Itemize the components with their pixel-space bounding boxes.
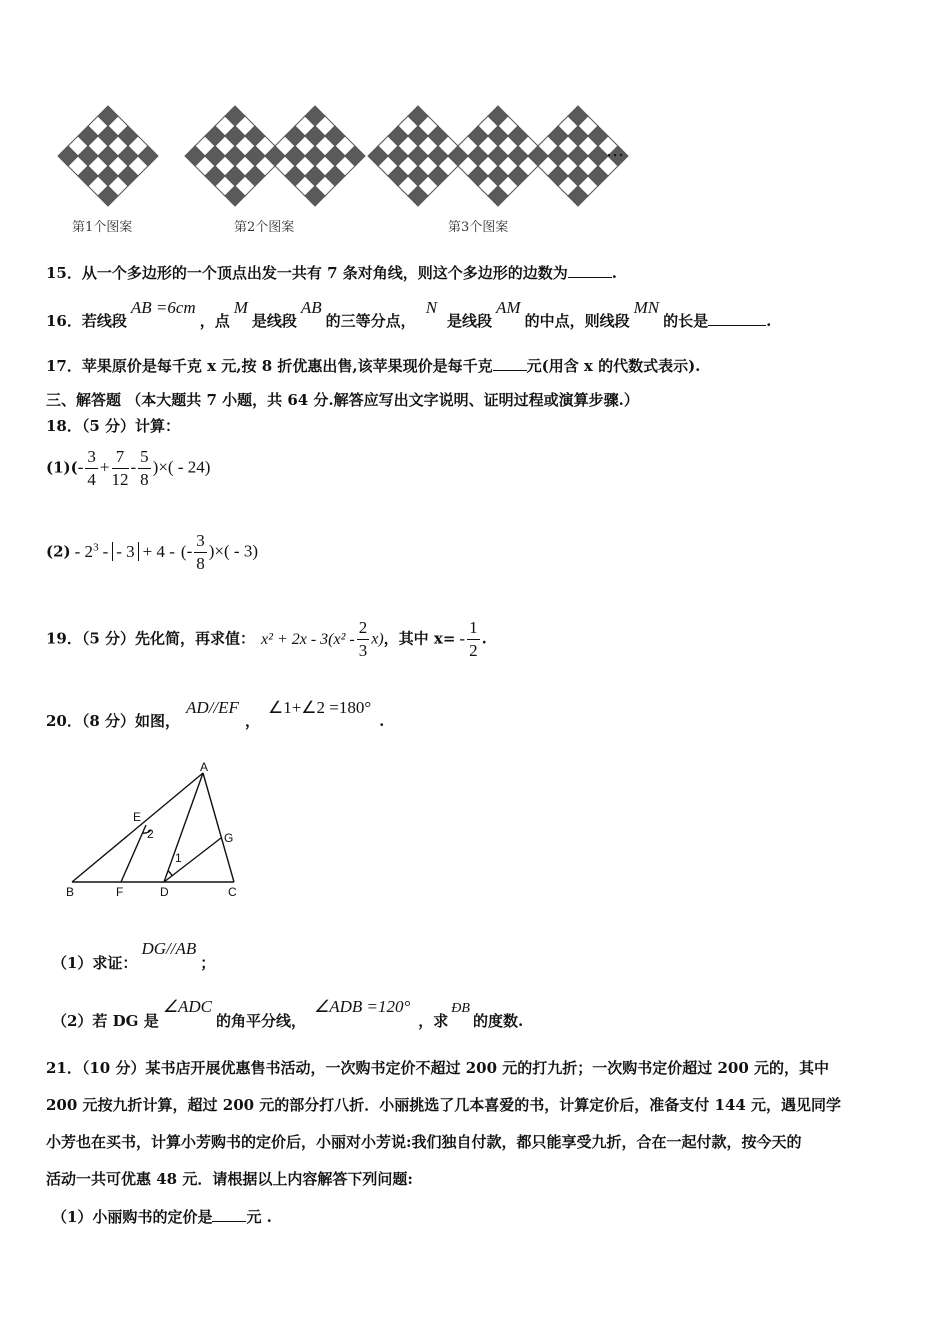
q20-p1-expr: DG//AB (141, 939, 197, 958)
q20-p2-mid: 的角平分线， (215, 1012, 306, 1030)
q18-e2-label: (2) (46, 542, 71, 561)
section-3-heading: 三、解答题 （本大题共 7 小题，共 64 分.解答应写出文字说明、证明过程或演算步骤.） (46, 391, 639, 409)
q20-p2-angle-adc: ∠ADC (162, 997, 212, 1016)
q16-mn: MN (633, 298, 660, 317)
q21-line-2: 200 元按九折计算，超过 200 元的部分打八折．小丽挑选了几本喜爱的书，计算定价后，准备支付 144 元，遇见同学 (46, 1096, 842, 1114)
q16-text-2: ，点 (199, 312, 230, 330)
q20-part-1 (52, 938, 216, 972)
q21-p1-blank[interactable] (212, 1221, 246, 1222)
q18-e1-sign3: - (130, 457, 137, 477)
q20-p1-label: （1）求证： (52, 954, 138, 972)
q18-e1-frac1: $\frac{3}{4}$ (87, 447, 96, 489)
q20-p2-angle-b: ÐB (451, 1001, 470, 1016)
q20-p2-label: （2）若 DG 是 (52, 1012, 159, 1030)
q16-text-4: 的三等分点， (325, 312, 416, 330)
segment-ac (203, 773, 234, 882)
q15-blank[interactable] (568, 277, 612, 278)
q16-am: AM (496, 298, 521, 317)
q15-end: . (611, 264, 617, 282)
q18-e2-plus4: + 4 - (142, 541, 175, 561)
q19-neg: - (459, 628, 466, 648)
q18-e1-sign1: - (77, 457, 84, 477)
q18-e2-abs: - 3 (112, 542, 138, 561)
q19-expr-a: x² + 2x - 3(x² - (261, 630, 355, 648)
q20-p2-mid2: ，求 (418, 1012, 449, 1030)
q18-expr-2 (46, 530, 258, 575)
q18-expr-1 (46, 446, 210, 491)
q18-e2-pow-exp: 3 (93, 541, 99, 554)
question-20 (46, 697, 385, 730)
question-16 (46, 297, 772, 330)
angle-1-arc (168, 871, 172, 876)
q21-line-4: 活动一共可优惠 48 元．请根据以上内容解答下列问题: (46, 1170, 413, 1188)
pattern-caption-2: 第2个图案 (234, 220, 295, 235)
q16-m: M (233, 298, 248, 317)
q20-p2-angle-adb: ∠ADB =120° (313, 997, 411, 1016)
q16-n: N (425, 298, 438, 317)
q19-mid: ，其中 x= (383, 629, 456, 648)
q16-ab2: AB (300, 298, 322, 317)
q16-text-6: 的中点，则线段 (524, 312, 630, 330)
q20-p1-end: ； (200, 954, 216, 972)
q17-text: 17．苹果原价是每千克 x 元,按 8 折优惠出售,该苹果现价是每千克 (46, 357, 493, 375)
q18-e2-frac: $\frac{3}{8}$ (196, 531, 205, 573)
label-e: E (133, 810, 142, 824)
pattern-caption-1: 第1个图案 (72, 220, 133, 235)
label-c: C (228, 885, 237, 899)
q18-e2-tail: )×( - 3) (208, 541, 258, 561)
q18-e2-pow-base: - 2 (74, 541, 94, 561)
question-15 (46, 262, 617, 283)
q16-end: . (766, 312, 772, 330)
question-19 (46, 617, 487, 662)
q18-e1-frac3: $\frac{5}{8}$ (140, 447, 149, 489)
q17-end: 元(用含 x 的代数式表示). (526, 357, 701, 375)
q20-cond2: ∠1+∠2 =180° (267, 698, 372, 717)
label-b: B (66, 885, 75, 899)
q16-blank[interactable] (708, 325, 766, 326)
q21-p1-end: 元 . (246, 1208, 272, 1226)
q16-text-1: 16．若线段 (46, 312, 127, 330)
q21-part-1 (52, 1206, 272, 1227)
pattern-ellipsis: … (606, 140, 624, 161)
label-g: G (224, 831, 234, 845)
q21-line-1: 21．（10 分）某书店开展优惠售书活动，一次购书定价不超过 200 元的打九折；一次购书定价超过 200 元的，其中 (46, 1059, 829, 1077)
checker-patterns (40, 100, 640, 220)
q19-frac: $\frac{2}{3}$ (358, 618, 368, 660)
q18-e2-open: ( (180, 541, 187, 561)
q16-text-5: 是线段 (447, 312, 493, 330)
q19-end: . (481, 629, 487, 648)
q18-e1-frac2: $\frac{7}{12}$ (111, 447, 129, 489)
q18-e2-minus: - (102, 541, 109, 561)
label-a: A (200, 760, 209, 774)
q16-ab: AB =6cm (130, 298, 196, 317)
q20-comma: ， (244, 712, 260, 730)
q18-e1-label: (1)( (46, 458, 78, 477)
q18-e1-tail: )×( - 24) (152, 457, 211, 477)
q20-part-2 (52, 996, 524, 1030)
q20-cond1: AD//EF (186, 698, 239, 717)
q19-label: 19．（5 分）先化简，再求值： (46, 629, 256, 648)
q20-p2-end: 的度数. (472, 1012, 524, 1030)
label-f: F (116, 885, 124, 899)
question-17 (46, 355, 700, 376)
label-angle-1: 1 (175, 851, 182, 865)
q20-label: 20．（8 分）如图， (46, 712, 181, 730)
q19-expr-b: x) (371, 630, 384, 648)
label-d: D (160, 885, 169, 899)
q18-e1-sign2: + (99, 457, 110, 477)
triangle-figure (60, 760, 250, 900)
q18-e2-neg: - (186, 541, 193, 561)
q19-value-frac: $\frac{1}{2}$ (469, 618, 478, 660)
q16-text-7: 的长是 (663, 312, 709, 330)
q15-text: 15．从一个多边形的一个顶点出发一共有 7 条对角线，则这个多边形的边数为 (46, 264, 568, 282)
question-18-title: 18．（5 分）计算： (46, 417, 181, 435)
q17-blank[interactable] (493, 370, 527, 371)
q21-line-3: 小芳也在买书，计算小芳购书的定价后，小丽对小芳说:我们独自付款，都只能享受九折，合在一起付款，按今天的 (46, 1133, 802, 1151)
question-21 (46, 1050, 906, 1198)
q16-text-3: 是线段 (251, 312, 297, 330)
label-angle-2: 2 (147, 827, 154, 841)
pattern-caption-3: 第3个图案 (448, 220, 509, 235)
q21-p1-label: （1）小丽购书的定价是 (52, 1208, 213, 1226)
q20-end: . (379, 712, 385, 730)
